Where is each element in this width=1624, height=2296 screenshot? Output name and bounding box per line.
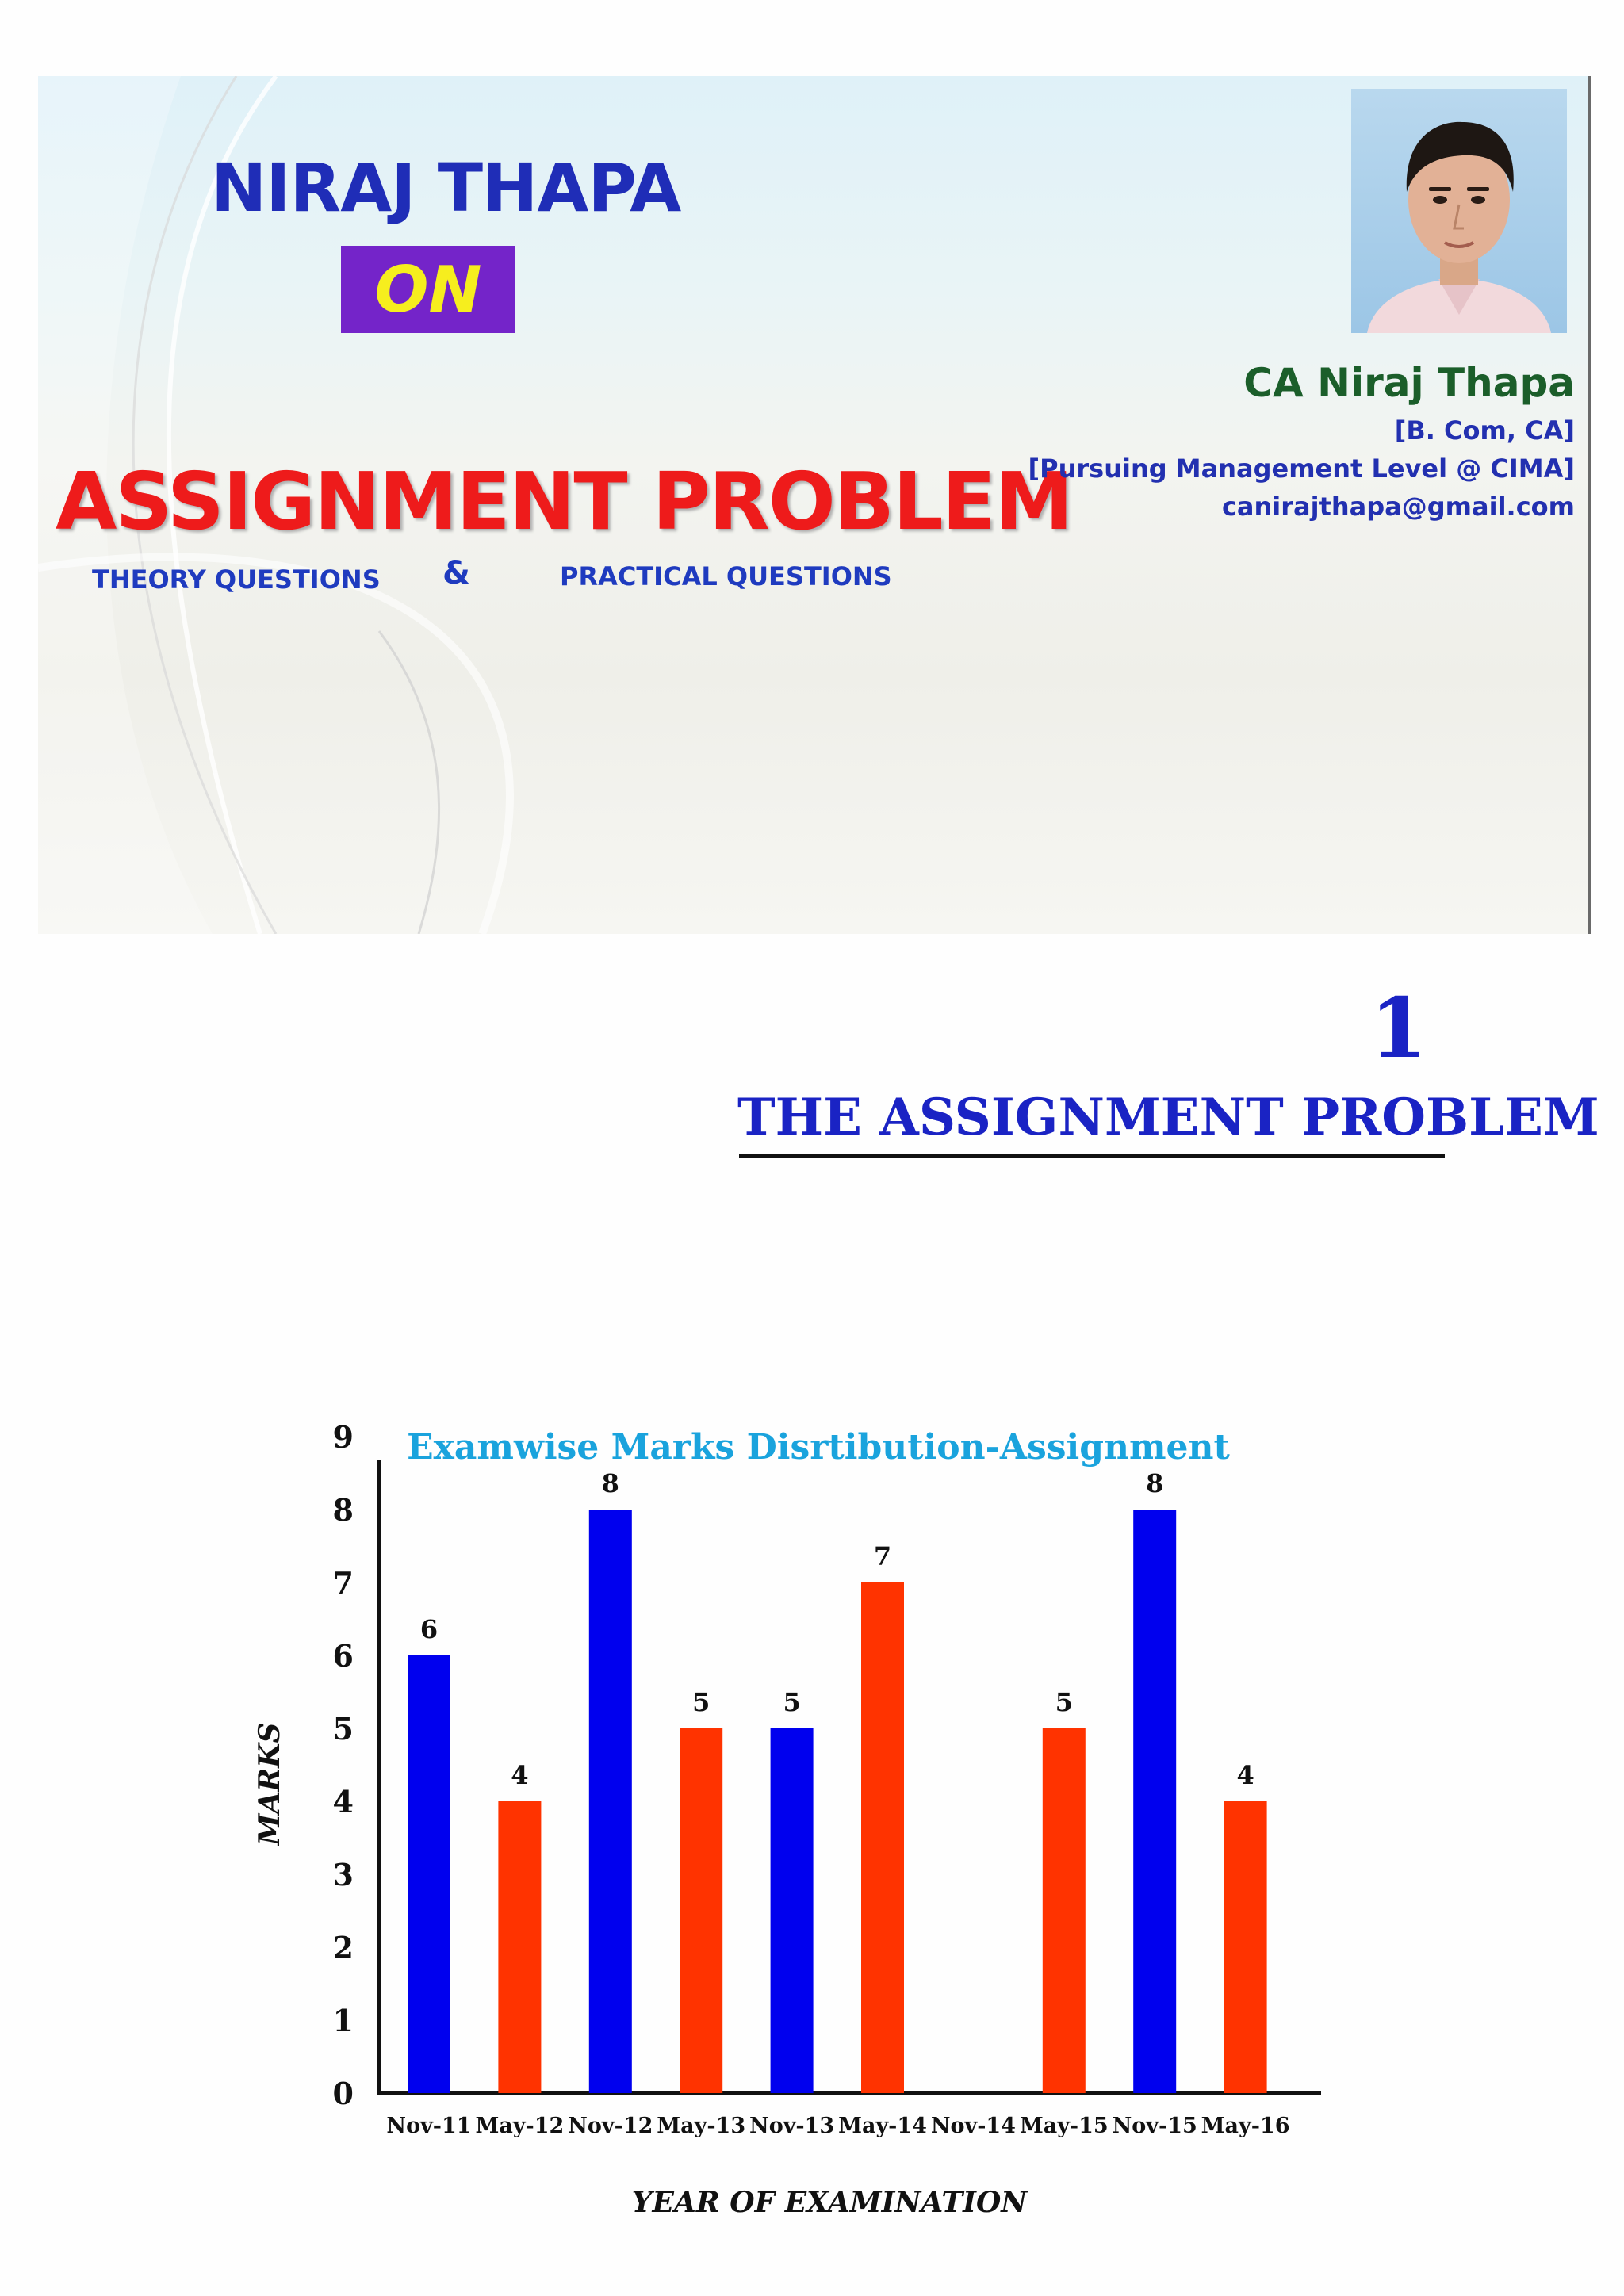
data-label-may-15: 5: [1055, 1687, 1073, 1717]
x-tick-label-may-16: May-16: [1201, 2114, 1290, 2138]
bar-nov-12: [589, 1510, 632, 2093]
chapter-number: 1: [1369, 979, 1427, 1077]
bar-nov-13: [771, 1728, 814, 2093]
x-tick-label-may-12: May-12: [475, 2114, 565, 2138]
data-label-may-14: 7: [873, 1541, 892, 1571]
y-tick-label-0: 0: [332, 2076, 354, 2111]
banner-on-label: ON: [341, 246, 515, 333]
header-banner: [38, 76, 1591, 934]
x-axis-label: YEAR OF EXAMINATION: [631, 2186, 1028, 2219]
y-tick-label-2: 2: [332, 1930, 354, 1965]
y-tick-label-7: 7: [332, 1565, 354, 1601]
x-tick-label-nov-15: Nov-15: [1112, 2114, 1197, 2138]
bar-nov-11: [408, 1655, 450, 2093]
banner-ampersand: &: [442, 555, 470, 591]
bar-may-15: [1043, 1728, 1086, 2093]
banner-qualification: [B. Com, CA]: [1394, 415, 1575, 446]
x-tick-label-may-14: May-14: [838, 2114, 927, 2138]
y-tick-label-1: 1: [332, 2003, 354, 2038]
banner-author-title: NIRAJ THAPA: [211, 149, 681, 227]
y-axis-label: MARKS: [253, 1722, 286, 1846]
banner-right-border: [1588, 76, 1591, 934]
banner-email: canirajthapa@gmail.com: [1221, 492, 1575, 522]
data-label-may-16: 4: [1236, 1760, 1254, 1790]
banner-main-title: ASSIGNMENT PROBLEM: [56, 455, 1072, 548]
data-label-nov-12: 8: [601, 1468, 619, 1498]
x-tick-label-nov-11: Nov-11: [386, 2114, 472, 2138]
x-tick-label-may-15: May-15: [1019, 2114, 1109, 2138]
x-tick-label-may-13: May-13: [657, 2114, 746, 2138]
author-photo: [1351, 89, 1567, 333]
x-tick-label-nov-12: Nov-12: [568, 2114, 653, 2138]
y-tick-label-9: 9: [332, 1419, 354, 1455]
bar-may-16: [1224, 1801, 1267, 2093]
x-tick-label-nov-13: Nov-13: [749, 2114, 835, 2138]
banner-practical-label: PRACTICAL QUESTIONS: [560, 561, 892, 591]
bar-nov-15: [1133, 1510, 1176, 2093]
x-tick-label-nov-14: Nov-14: [930, 2114, 1016, 2138]
y-tick-label-6: 6: [332, 1638, 354, 1674]
data-label-nov-11: 6: [419, 1614, 439, 1644]
chart-title: Examwise Marks Disrtibution-Assignment: [407, 1427, 1230, 1468]
data-label-may-13: 5: [692, 1687, 710, 1717]
y-tick-label-8: 8: [332, 1492, 354, 1528]
chapter-title: THE ASSIGNMENT PROBLEM: [737, 1088, 1599, 1147]
bar-may-14: [861, 1582, 904, 2093]
y-tick-label-3: 3: [332, 1857, 354, 1892]
y-tick-label-4: 4: [332, 1784, 354, 1820]
bar-may-13: [680, 1728, 722, 2093]
data-label-nov-13: 5: [783, 1687, 801, 1717]
chapter-title-underline: [739, 1154, 1445, 1158]
bar-may-12: [498, 1801, 541, 2093]
banner-theory-label: THEORY QUESTIONS: [92, 564, 381, 595]
y-tick-label-5: 5: [332, 1711, 354, 1747]
data-label-nov-15: 8: [1146, 1468, 1164, 1498]
data-label-may-12: 4: [511, 1760, 529, 1790]
banner-author-name: CA Niraj Thapa: [1243, 360, 1575, 406]
banner-pursuing: [Pursuing Management Level @ CIMA]: [1028, 453, 1575, 484]
